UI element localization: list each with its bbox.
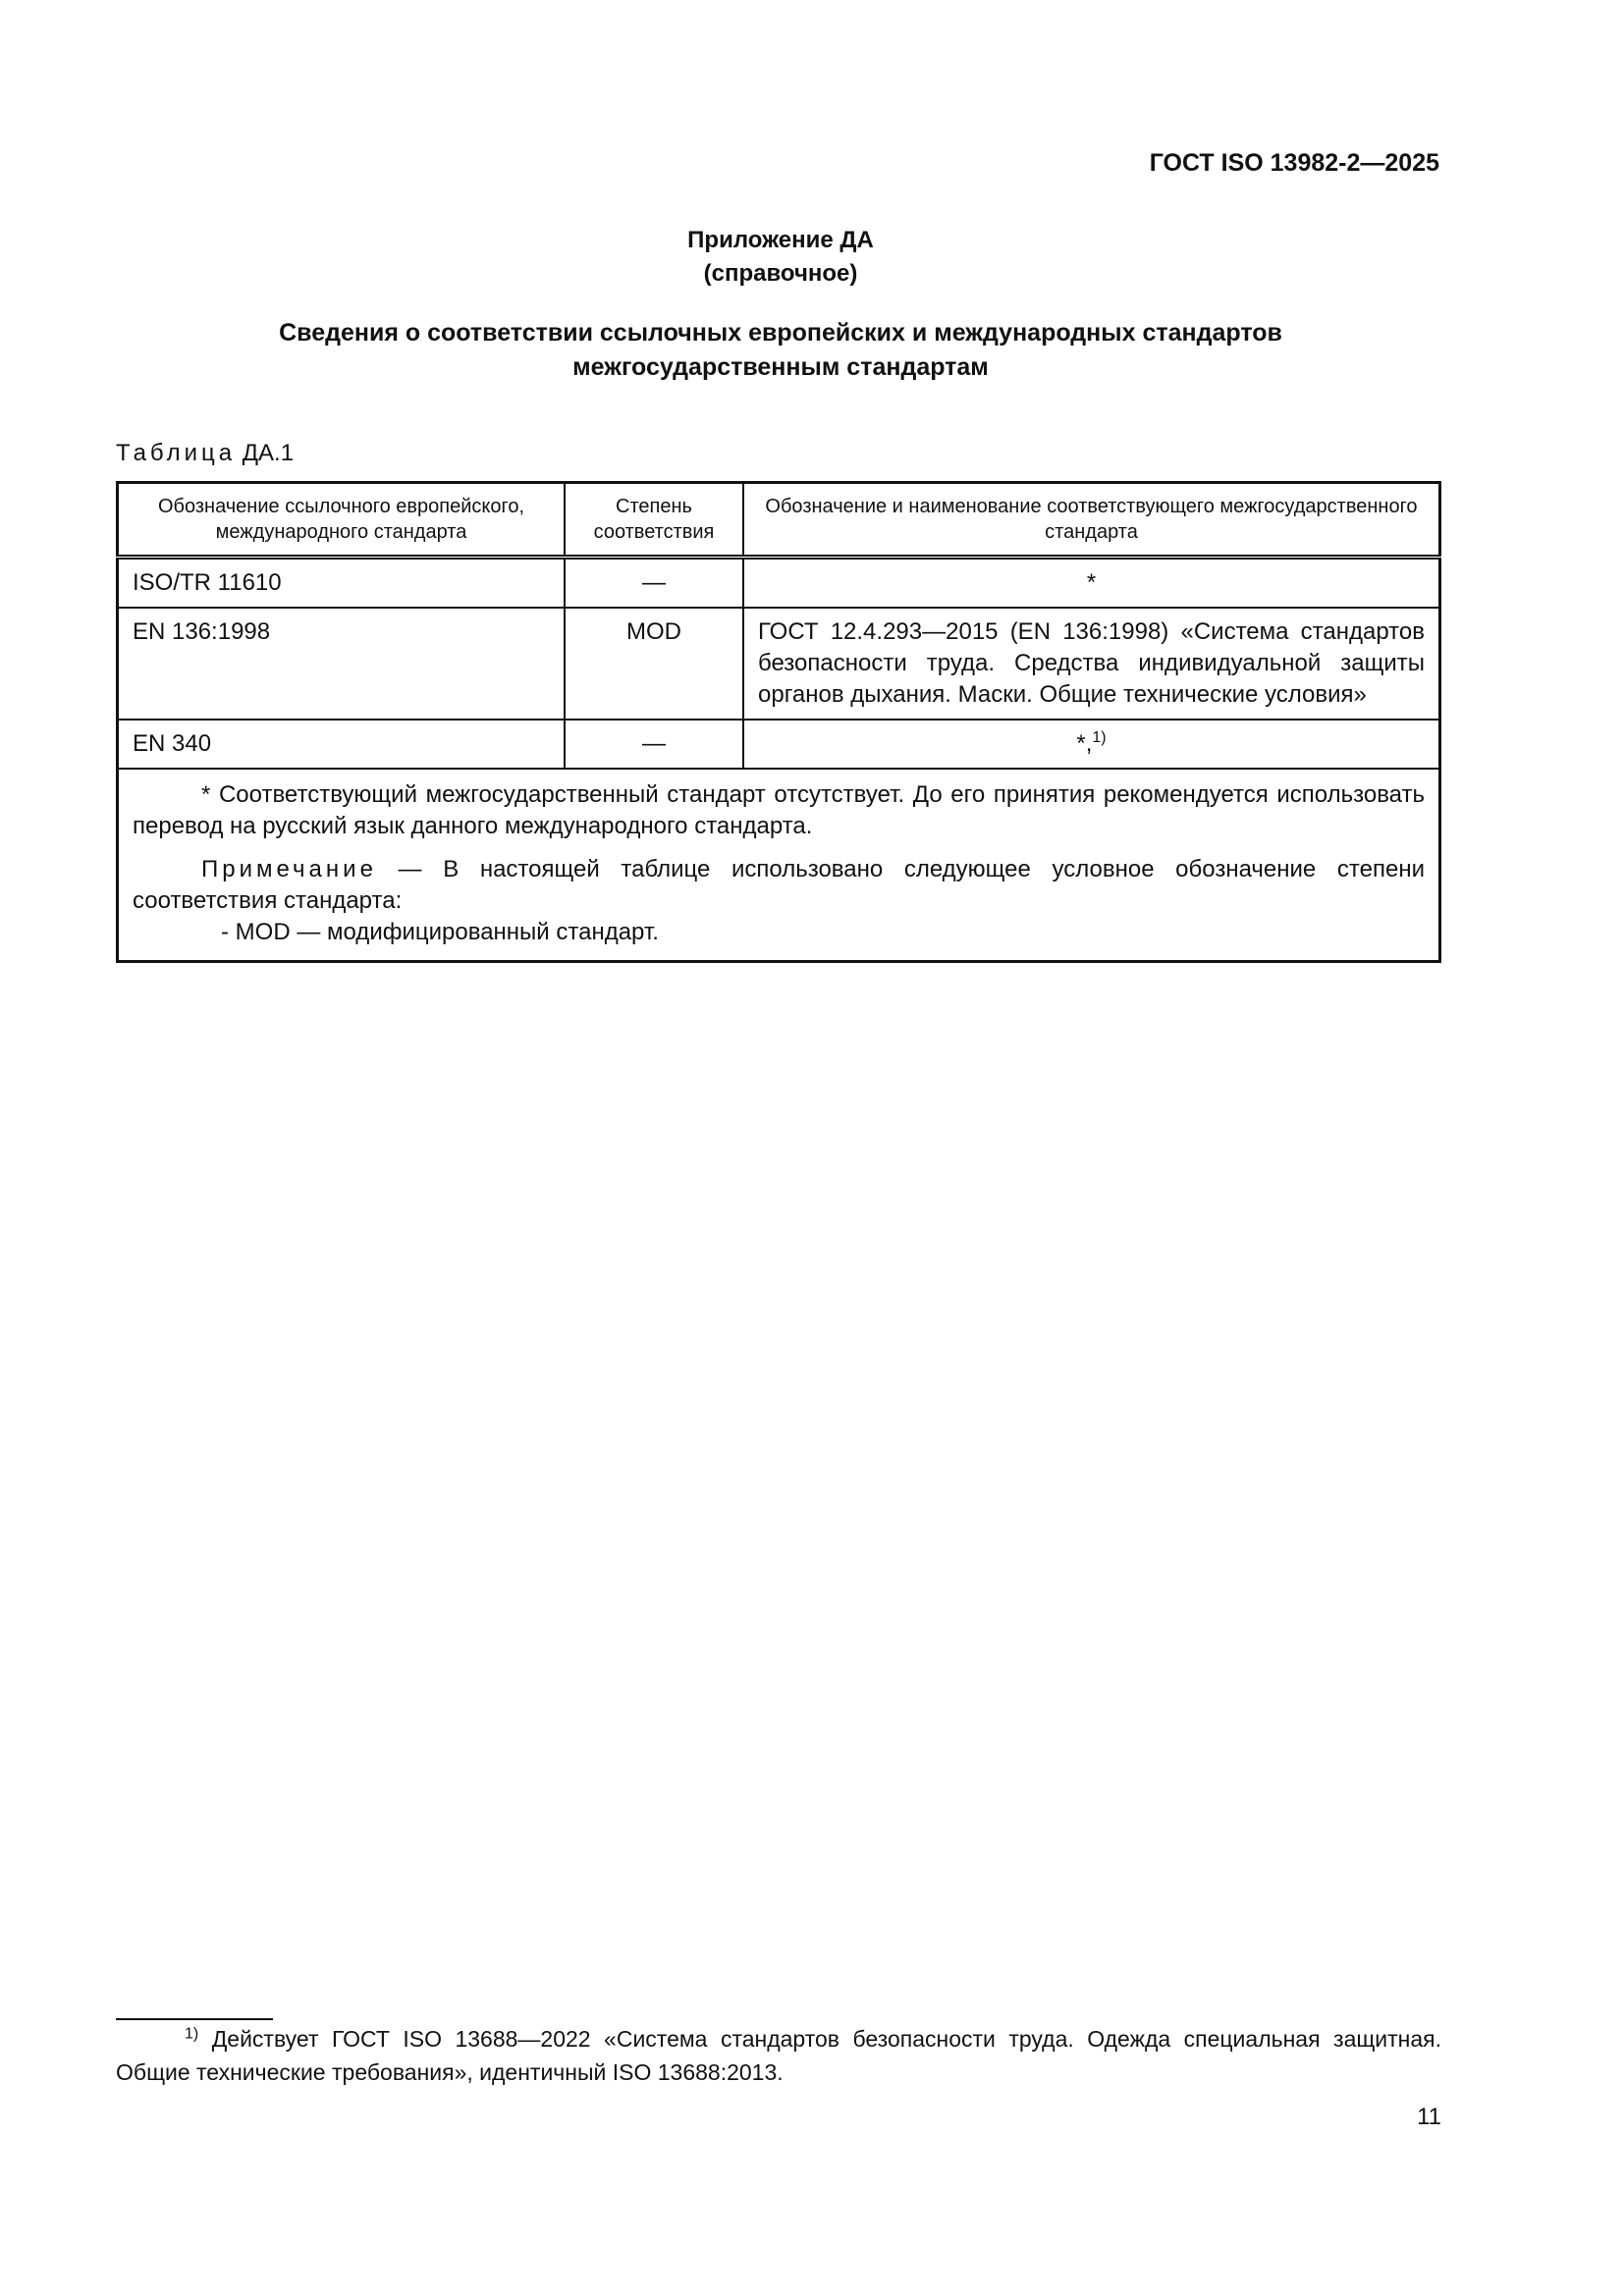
- table-notes-cell: [118, 769, 1440, 962]
- footnote-mark: 1): [185, 2025, 199, 2043]
- asterisk-note: * Соответствующий межгосударственный стандарт отсутствует. До его принятия рекомендуется использовать перевод на русский язык данного международного стандарта.: [133, 781, 1425, 839]
- note-paragraph: [133, 854, 1425, 917]
- header-degree: Степень соответствия: [565, 483, 743, 558]
- section-title-line-1: Сведения о соответствии ссылочных европейских и международных стандартов: [279, 319, 1282, 347]
- cell-interstate-standard: [743, 720, 1440, 769]
- cell-ref-standard: EN 340: [118, 720, 566, 769]
- appendix-title: Приложение ДА: [687, 227, 874, 253]
- cell-degree: —: [565, 720, 743, 769]
- table-notes-row: [118, 769, 1440, 962]
- table-caption-number: ДА.1: [242, 440, 295, 466]
- correspondence-table: [116, 481, 1441, 963]
- footnote-text: Действует ГОСТ ISO 13688—2022 «Система стандартов безопасности труда. Одежда специальная защитная. Общие технические требования», идентичный ISO 13688:2013.: [116, 2026, 1441, 2085]
- note-text: — В настоящей таблице использовано следующее условное обозначение степени соответствия стандарта:: [133, 856, 1425, 914]
- interstate-value: *,: [1076, 730, 1093, 757]
- footnote-reference: 1): [1092, 729, 1107, 746]
- table-header-row: [118, 483, 1440, 558]
- cell-degree: —: [565, 558, 743, 609]
- note-label: Примечание: [201, 856, 377, 882]
- cell-degree: MOD: [565, 608, 743, 720]
- cell-interstate-standard: *: [743, 558, 1440, 609]
- cell-ref-standard: EN 136:1998: [118, 608, 566, 720]
- section-title-line-2: межгосударственным стандартам: [572, 353, 989, 381]
- header-ref-standard: Обозначение ссылочного европейского, международного стандарта: [118, 483, 566, 558]
- cell-ref-standard: ISO/TR 11610: [118, 558, 566, 609]
- section-title: [118, 316, 1443, 385]
- appendix-subtitle: (справочное): [703, 260, 858, 287]
- header-interstate-standard: Обозначение и наименование соответствующего межгосударственного стандарта: [743, 483, 1440, 558]
- note-list-item: - MOD — модифицированный стандарт.: [221, 919, 659, 945]
- footnote: [116, 2022, 1441, 2089]
- page-number: 11: [1417, 2104, 1441, 2130]
- cell-interstate-standard: ГОСТ 12.4.293—2015 (EN 136:1998) «Система стандартов безопасности труда. Средства индивидуальной защиты органов дыхания. Маски. Общие технические условия»: [743, 608, 1440, 720]
- table-caption-word: Таблица: [116, 440, 237, 466]
- footnote-divider: [116, 2018, 273, 2020]
- appendix-heading: [118, 224, 1443, 291]
- table-row: [118, 720, 1440, 769]
- table-caption: [116, 440, 294, 467]
- document-code: ГОСТ ISO 13982-2—2025: [1149, 149, 1439, 177]
- table-row: [118, 608, 1440, 720]
- table-row: [118, 558, 1440, 609]
